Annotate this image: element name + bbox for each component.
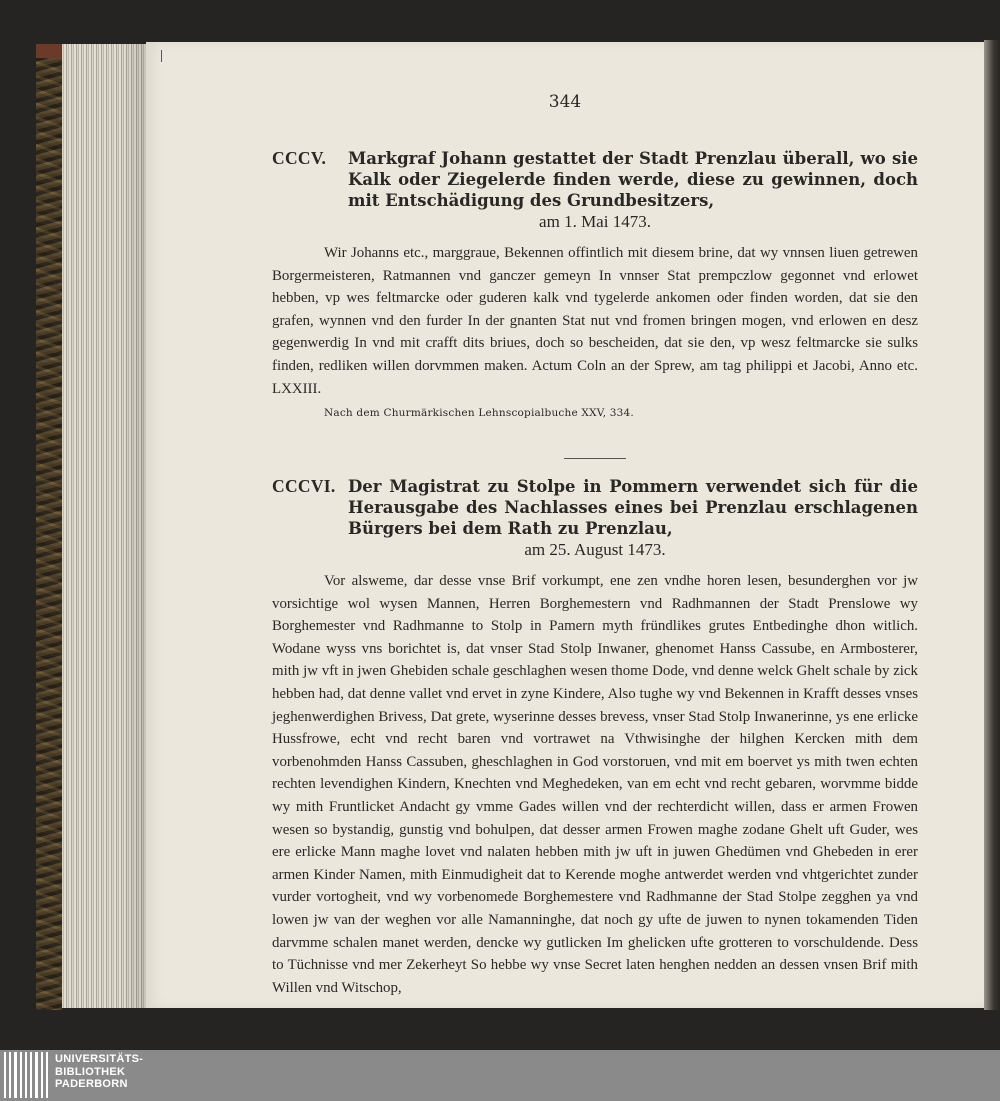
section-number: CCCVI.	[272, 476, 336, 496]
section-heading	[272, 476, 918, 560]
book-cover-corner	[36, 44, 62, 58]
book-cover-edge	[36, 44, 62, 1010]
section-heading	[272, 148, 918, 232]
page-stack-shadow	[120, 44, 146, 1008]
body-paragraph: Vor alsweme, dar desse vnse Brif vorkumpt, ene zen vndhe horen lesen, besunderghen vor jw vorsichtige wol wysen Mannen, Herren Borghemestern vnd Radhmannen der Stadt Prenslowe wy Borghemester vnd Radhmanne to Stolp in Pamern myth fründlikes grutes Entbedinghe dhon witlich. Wodane wyss vns borichtet is, dat vnser Stad Stolp Inwaner, ghenomet Hanss Cassube, en Armbosterer, mith jw vft in jwen Ghebiden schale geschlaghen wesen thome Dode, vnd denne welck Ghelt schale by zick hebben had, dat denne vallet vnd ervet in zyne Kindere, Also tughe wy vnd Bekennen in Krafft desses vnses jeghenwerdighen Brivess, Dat grete, wyserinne desses brevess, vnser Stad Stolp Inwanerinne, ys ene erlicke Hussfrowe, echt vnd recht baren vnd vortrawet na Vthwisinghe der hilghen Kercken mith dem vorbenohmden Hanss Cassuben, gheschlaghen in God vorstoruen, vnd mit em boervet ys mith twen echten rechten levendighen Kindern, Knechten vnd Meghedeken, van em echt vnd recht gebaren, worvmme bidde wy mith Fruntlicket Andacht gy vmme Gades willen vnd der rechterdicht willen, dass er armen Frowen wesen so bystandig, gunstig vnd bohulpen, dat desser armen Frowen maghe zodane Ghelt uft Guder, wes ere erlicke Mann maghe lovet vnd nalaten hebben mith jw uft in juwen Ghedümen vnd Ghebeden in erer armen Kinder Namen, mith Einmudigheit dat to Kerende moghe antwerdet werden vnd vhtgerichtet zunder vurder vortogheit, vnd wy vorbenomede Borghemestere vnd Radhmanne der Stad Stolpe zegghen ya vnd lowen jw van der weghen vor alle Namanninghe, dat noch gy ufte de juwen to nynen tokamenden Tiden darvmme schalen manet werden, dencke wy gutlicken Im ghelicken ufte grotteren to vorschuldende. Dess to Tüchnisse vnd mer Zekerheyt So hebbe wy vnse Secret laten henghen nedden an dessen vnsen Brif mith Willen vnd Witschop,	[272, 573, 918, 996]
section-body	[272, 570, 918, 999]
section-title: Der Magistrat zu Stolpe in Pommern verwendet sich für die Herausgabe des Nachlasses eines bei Prenzlau erschlagenen Bürgers bei dem Rath zu Prenzlau, am 25. August 1473.	[348, 476, 918, 560]
margin-mark	[161, 50, 162, 62]
body-paragraph: Wir Johanns etc., marggraue, Bekennen offintlich mit diesem brine, dat wy vnnsen liuen getrewen Borgermeisteren, Ratmannen vnd ganczer gemeyn In vnnser Stat prempczlow gegonnet vnd erlowet hebben, vp wes feltmarcke oder guderen kalk vnd tygelerde ankomen oder finden worden, dat sie den grafen, wynnen vnd den furder In der gnanten Stat nut vnd fromen bringen mogen, vnd erlowen en desz gegenwerdig In vnd mit crafft dits briues, doch so bescheiden, dat sie den, vp wesz feltmarcke sie sulks finden, redliken willen dorvmmen maken. Actum Coln an der Sprew, am tag philippi et Jacobi, Anno etc. LXXIII.	[272, 245, 918, 397]
section-divider	[564, 458, 626, 459]
section-cccvi	[272, 476, 918, 999]
library-logo-icon	[4, 1052, 48, 1098]
source-note: Nach dem Churmärkischen Lehnscopialbuche XXV, 334.	[324, 407, 634, 420]
page-number: 344	[548, 92, 582, 112]
right-page-edge	[984, 40, 1000, 1010]
section-date: am 25. August 1473.	[524, 540, 666, 559]
section-title: Markgraf Johann gestattet der Stadt Prenzlau überall, wo sie Kalk oder Ziegelerde finden werde, diese zu gewinnen, doch mit Entschädigung des Grundbesitzers, am 1. Mai 1473.	[348, 148, 918, 232]
section-date: am 1. Mai 1473.	[539, 212, 651, 231]
book-page	[146, 42, 984, 1008]
section-body	[272, 242, 918, 425]
section-number: CCCV.	[272, 148, 327, 168]
section-cccv	[272, 148, 918, 425]
library-footer	[0, 1050, 1000, 1101]
library-logo-text: UNIVERSITÄTS- BIBLIOTHEK PADERBORN	[55, 1053, 144, 1090]
